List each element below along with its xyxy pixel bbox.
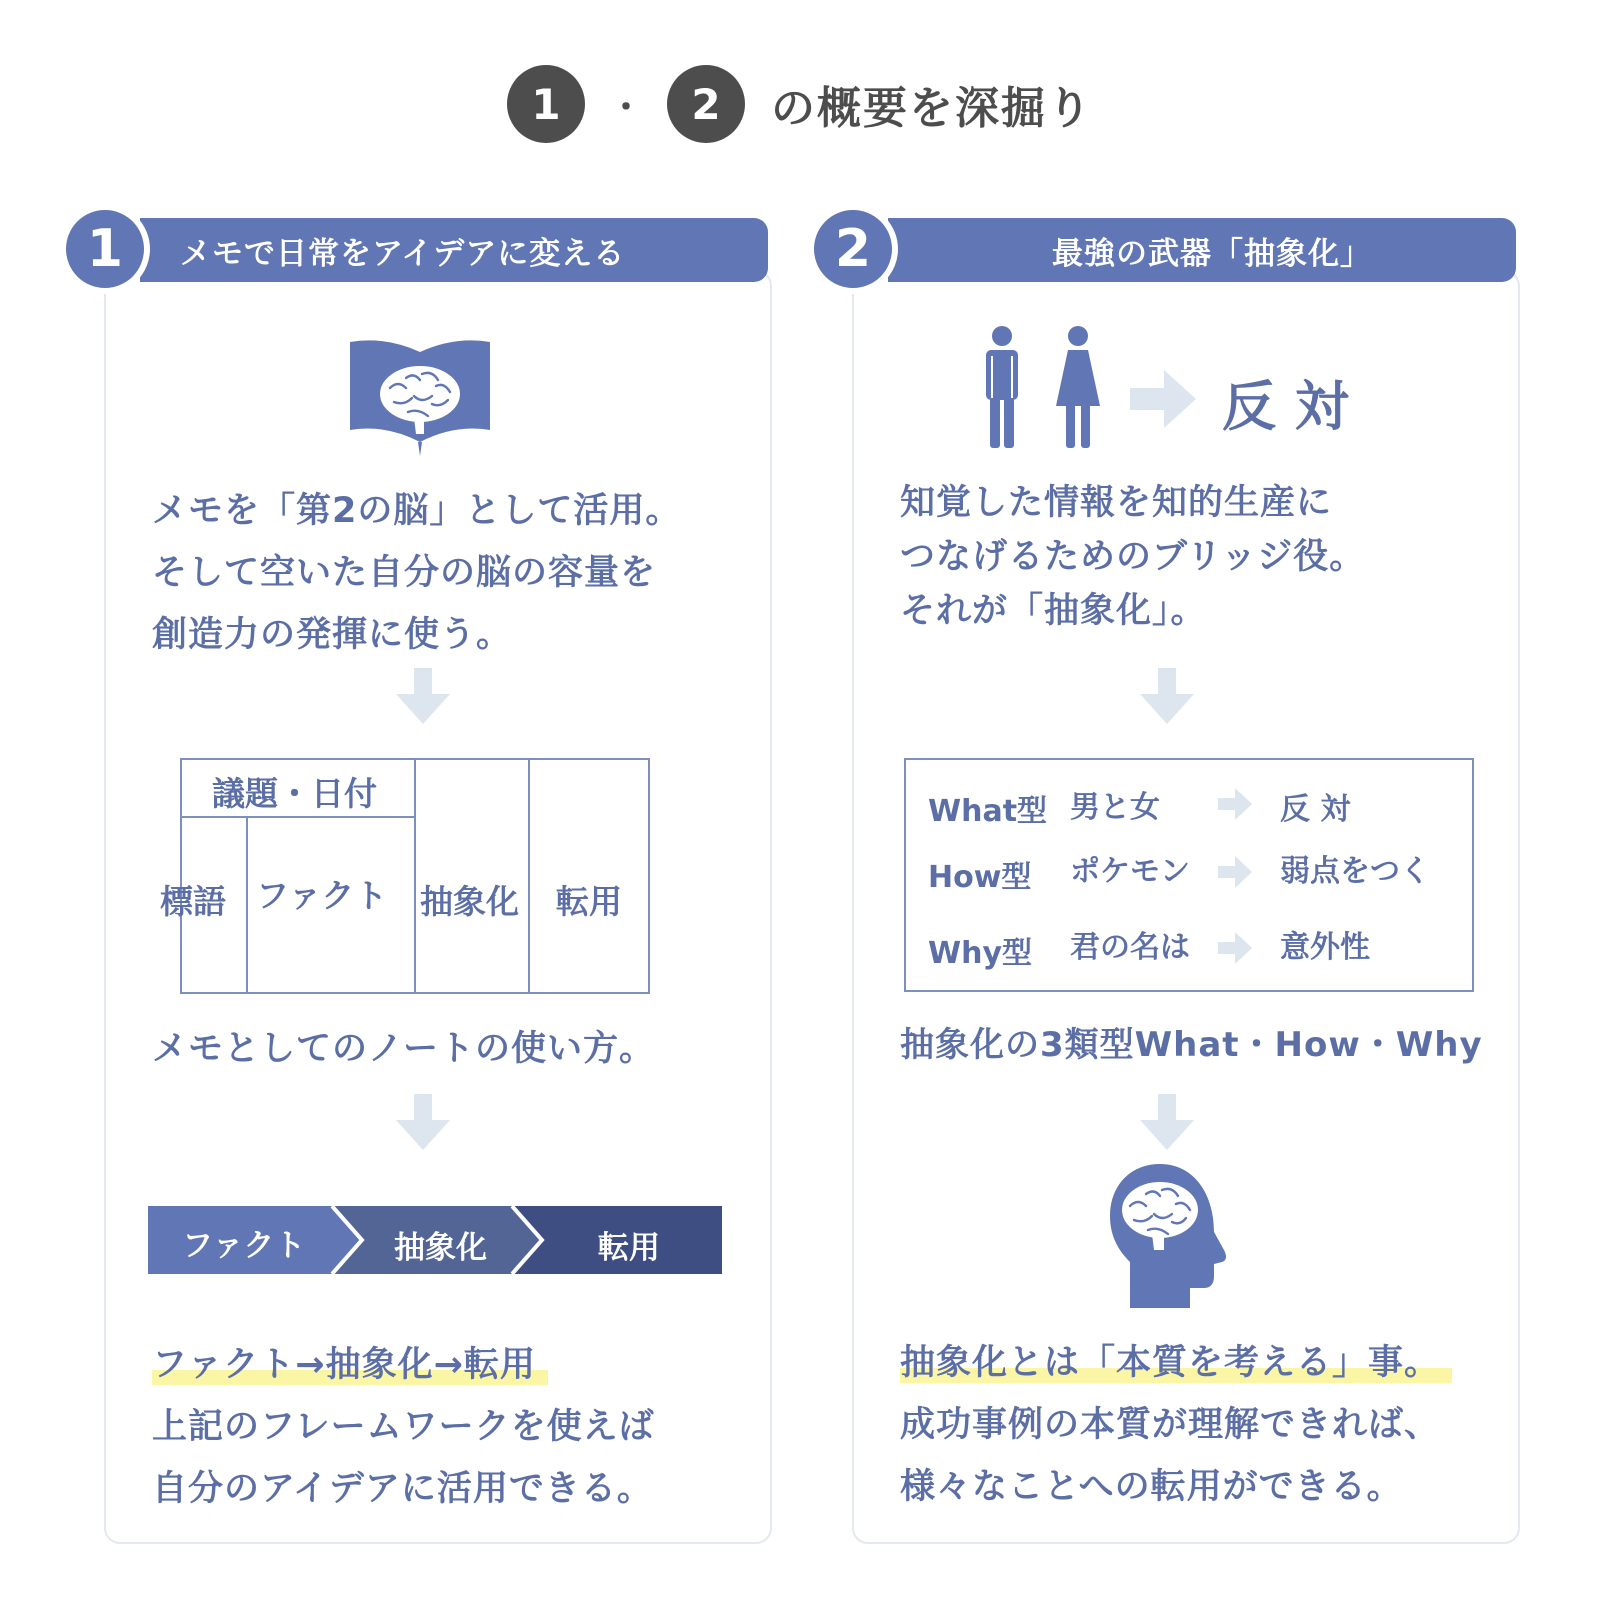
- panel-2-highlight: 抽象化とは「本質を考える」事。: [900, 1343, 1452, 1383]
- panel-1-intro-line: そして空いた自分の脳の容量を: [152, 553, 657, 593]
- panel-1-conclusion-line: 自分のアイデアに活用できる。: [152, 1469, 653, 1509]
- title-number-2: 2: [667, 65, 745, 143]
- panel-1-highlight: ファクト→抽象化→転用: [152, 1345, 548, 1385]
- type-example: ポケモン: [1070, 854, 1190, 889]
- type-example: 君の名は: [1070, 930, 1190, 965]
- panel-2-conclusion: [900, 1332, 1452, 1518]
- man-woman-icon: [978, 326, 1108, 448]
- type-result: 弱点をつく: [1280, 854, 1430, 889]
- flow-label-transfer: 転用: [598, 1230, 660, 1266]
- note-cell-transfer: 転用: [556, 882, 622, 921]
- title-text: の概要を深掘り: [771, 83, 1093, 134]
- type-name: Why型: [928, 936, 1033, 971]
- panel-2-conclusion-line: 成功事例の本質が理解できれば、: [900, 1405, 1441, 1445]
- panel-1-conclusion: [152, 1334, 655, 1520]
- panel-2-intro: [900, 476, 1365, 638]
- right-arrow-icon: [1218, 788, 1252, 820]
- down-arrow-icon: [396, 1094, 450, 1150]
- opposite-label: 反 対: [1222, 375, 1349, 438]
- panel-1-intro-line: 創造力の発揮に使う。: [152, 615, 513, 655]
- panel-2-intro-line: 知覚した情報を知的生産に: [900, 483, 1333, 523]
- down-arrow-icon: [396, 668, 450, 724]
- type-example: 男と女: [1070, 790, 1160, 825]
- panel-2-number-badge: 2: [808, 204, 898, 294]
- panel-2-intro-line: それが「抽象化」。: [900, 591, 1207, 631]
- type-name: How型: [928, 860, 1032, 895]
- panel-1-conclusion-line: 上記のフレームワークを使えば: [152, 1407, 655, 1447]
- panel-2-header: [888, 218, 1516, 282]
- note-cell-fact: ファクト: [256, 876, 388, 915]
- down-arrow-icon: [1140, 1094, 1194, 1150]
- type-name: What型: [928, 794, 1048, 829]
- type-result: 反 対: [1280, 792, 1351, 827]
- flow-label-abstraction: 抽象化: [394, 1230, 487, 1266]
- panel-1-intro-line: メモを「第2の脳」として活用。: [152, 491, 682, 531]
- page-title: [0, 64, 1600, 144]
- panel-1-intro: [152, 480, 681, 666]
- panel-2-intro-line: つなげるためのブリッジ役。: [900, 537, 1366, 577]
- panel-1-note-caption: メモとしてのノートの使い方。: [152, 1029, 655, 1069]
- flow-label-fact: ファクト: [182, 1228, 306, 1264]
- down-arrow-icon: [1140, 668, 1194, 724]
- panel-2-types-caption: 抽象化の3類型What・How・Why: [900, 1025, 1483, 1065]
- note-cell-abstraction: 抽象化: [420, 882, 519, 921]
- title-number-1: 1: [507, 65, 585, 143]
- title-separator: ・: [609, 87, 643, 128]
- head-brain-icon: [1108, 1164, 1228, 1308]
- panel-1-header: [140, 218, 768, 282]
- type-result: 意外性: [1280, 930, 1370, 965]
- right-arrow-icon: [1218, 932, 1252, 964]
- right-arrow-icon: [1218, 856, 1252, 888]
- right-arrow-icon: [1130, 370, 1196, 428]
- note-cell-slogan: 標語: [160, 882, 226, 921]
- book-brain-icon: [350, 338, 490, 456]
- panel-2-conclusion-line: 様々なことへの転用ができる。: [900, 1467, 1403, 1507]
- panel-1-header-text: メモで日常をアイデアに変える: [180, 235, 626, 272]
- panel-1-number-badge: 1: [60, 204, 150, 294]
- panel-2-header-text: 最強の武器「抽象化」: [1052, 235, 1372, 272]
- note-cell-topic: 議題・日付: [212, 774, 377, 813]
